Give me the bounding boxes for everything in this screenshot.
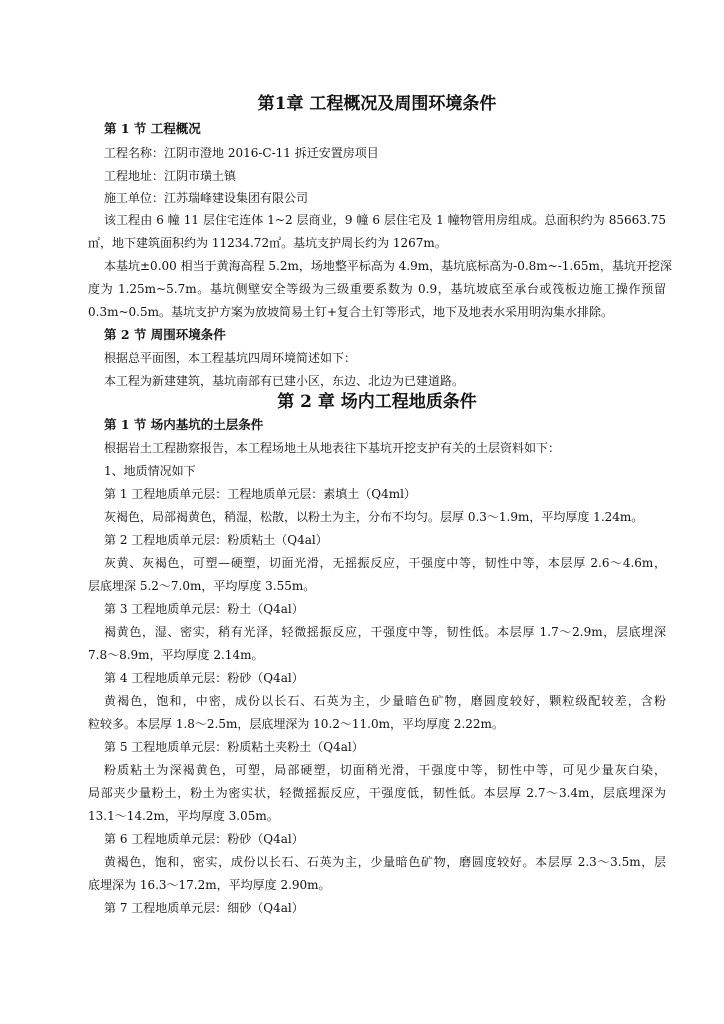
paragraph-line: 本工程为新建建筑，基坑南部有已建小区，东边、北边为已建道路。 <box>104 374 465 388</box>
layer-desc-line: 黄褐色，饱和，密实，成份以长石、石英为主，少量暗色矿物，磨圆度较好。本层厚 2.3～3.5m，层 <box>104 855 666 869</box>
layer-title: 第 7 工程地质单元层：细砂（Q4al） <box>104 901 304 915</box>
layer-desc-line: 7.8～8.9m，平均厚度 2.14m。 <box>88 648 264 662</box>
paragraph-line: 根据总平面图，本工程基坑四周环境简述如下： <box>104 351 357 365</box>
layer-desc-line: 粉质粘土为深褐黄色，可塑，局部硬塑，切面稍光滑，干强度中等，韧性中等，可见少量灰白染， <box>104 763 666 777</box>
layer-title: 第 1 工程地质单元层：工程地质单元层：素填土（Q4ml） <box>104 487 416 501</box>
paragraph-line: 该工程由 6 幢 11 层住宅连体 1~2 层商业，9 幢 6 层住宅及 1 幢物管用房组成。总面积约为 85663.75 <box>104 213 666 227</box>
layer-desc-line: 底埋深为 16.3～17.2m，平均厚度 2.90m。 <box>88 878 331 892</box>
paragraph-line: 1、地质情况如下 <box>104 464 196 478</box>
layer-title: 第 4 工程地质单元层：粉砂（Q4al） <box>104 671 304 685</box>
chapter-1-title: 第1章 工程概况及周围环境条件 <box>257 94 497 114</box>
layer-desc-line: 粒较多。本层厚 1.8～2.5m，层底埋深为 10.2～11.0m，平均厚度 2.22m。 <box>88 717 504 731</box>
paragraph-line: ㎡，地下建筑面积约为 11234.72㎡。基坑支护周长约为 1267m。 <box>88 236 447 250</box>
section-1-2-title: 第 2 节 周围环境条件 <box>104 327 226 342</box>
project-address: 工程地址：江阴市璜土镇 <box>104 169 237 183</box>
layer-desc-line: 褐黄色，湿、密实，稍有光泽，轻微摇振反应，干强度中等，韧性低。本层厚 1.7～2.9m，层底埋深 <box>104 625 666 639</box>
project-name: 工程名称：江阴市澄地 2016-C-11 拆迁安置房项目 <box>104 146 379 160</box>
paragraph-line: 根据岩土工程勘察报告，本工程场地土从地表往下基坑开挖支护有关的土层资料如下： <box>104 441 561 455</box>
layer-desc-line: 黄褐色，饱和，中密，成份以长石、石英为主，少量暗色矿物，磨圆度较好，颗粒级配较差，含粉 <box>104 694 666 708</box>
layer-title: 第 6 工程地质单元层：粉砂（Q4al） <box>104 832 304 846</box>
layer-title: 第 5 工程地质单元层：粉质粘土夹粉土（Q4al） <box>104 740 364 754</box>
section-1-1-title: 第 1 节 工程概况 <box>104 121 201 136</box>
layer-title: 第 3 工程地质单元层：粉土（Q4al） <box>104 602 304 616</box>
layer-desc-line: 层底埋深 5.2～7.0m，平均厚度 3.55m。 <box>88 579 316 593</box>
paragraph-line: 本基坑±0.00 相当于黄海高程 5.2m，场地整平标高为 4.9m，基坑底标高为-0.8m~-1.65m，基坑开挖深 <box>104 259 672 273</box>
section-2-1-title: 第 1 节 场内基坑的土层条件 <box>104 417 264 432</box>
layer-desc-line: 13.1～14.2m，平均厚度 3.05m。 <box>88 809 279 823</box>
layer-desc-line: 局部夹少量粉土，粉土为密实状，轻微摇振反应，干强度低，韧性低。本层厚 2.7～3.4m，层底埋深为 <box>88 786 666 800</box>
layer-title: 第 2 工程地质单元层：粉质粘土（Q4al） <box>104 533 328 547</box>
paragraph-line: 0.3m~0.5m。基坑支护方案为放坡简易土钉+复合土钉等形式，地下及地表水采用明沟集水排除。 <box>88 305 614 319</box>
layer-desc-line: 灰黄、灰褐色，可塑—硬塑，切面光滑，无摇振反应，干强度中等，韧性中等，本层厚 2.6～4.6m， <box>104 556 666 570</box>
contractor: 施工单位：江苏瑞峰建设集团有限公司 <box>104 191 309 205</box>
chapter-2-title: 第 2 章 场内工程地质条件 <box>277 392 477 412</box>
paragraph-line: 度为 1.25m~5.7m。基坑侧壁安全等级为三级重要系数为 0.9，基坑坡底至承台或筏板边施工操作预留 <box>88 282 666 296</box>
layer-desc-line: 灰褐色，局部褐黄色，稍湿，松散，以粉土为主，分布不均匀。层厚 0.3～1.9m，平均厚度 1.24m。 <box>104 510 644 524</box>
